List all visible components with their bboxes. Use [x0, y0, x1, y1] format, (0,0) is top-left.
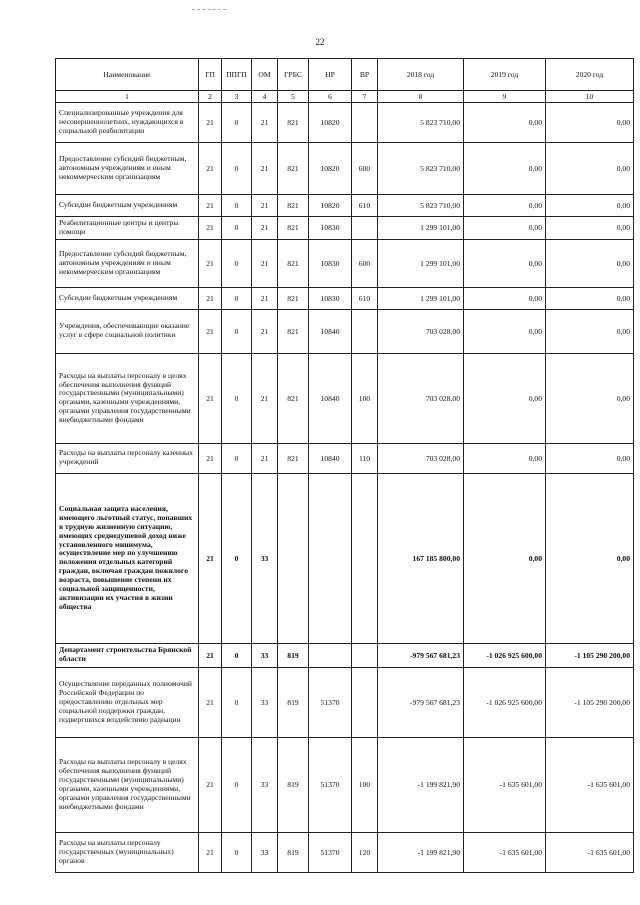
row-ppgp: 0	[222, 309, 252, 353]
row-grbs	[278, 473, 309, 643]
row-ppgp: 0	[222, 643, 252, 667]
row-name: Субсидии бюджетным учреждениям	[56, 195, 199, 217]
col-header-nr: НР	[309, 59, 352, 91]
row-name: Специализированные учреждения для несовершеннолетних, нуждающихся в социальной реабилитации	[56, 103, 199, 143]
row-2018: 1 299 101,00	[378, 287, 464, 309]
row-nr: 10820	[309, 143, 352, 195]
col-number: 4	[252, 91, 278, 103]
row-vr	[352, 643, 378, 667]
row-nr: 51370	[309, 667, 352, 737]
row-vr	[352, 473, 378, 643]
row-2020: 0,00	[546, 473, 634, 643]
scan-artifact	[192, 9, 226, 10]
row-2020: 0,00	[546, 143, 634, 195]
row-name: Расходы на выплаты персоналу казенных учреждений	[56, 443, 199, 473]
row-2018: 1 299 101,00	[378, 217, 464, 240]
row-om: 21	[252, 143, 278, 195]
row-2018: -1 199 821,90	[378, 832, 464, 872]
col-header-2019: 2019 год	[464, 59, 546, 91]
row-grbs: 819	[278, 643, 309, 667]
row-vr: 600	[352, 143, 378, 195]
col-header-om: ОМ	[252, 59, 278, 91]
row-gp: 21	[199, 309, 222, 353]
row-om: 33	[252, 832, 278, 872]
row-2020: 0,00	[546, 217, 634, 240]
row-nr: 10840	[309, 443, 352, 473]
row-grbs: 821	[278, 217, 309, 240]
row-grbs: 821	[278, 103, 309, 143]
row-2019: 0,00	[464, 353, 546, 443]
row-vr: 120	[352, 832, 378, 872]
page-number: 22	[315, 37, 325, 47]
row-vr: 610	[352, 195, 378, 217]
row-grbs: 821	[278, 239, 309, 287]
col-header-name: Наименование	[56, 59, 199, 91]
row-nr: 10820	[309, 195, 352, 217]
row-om: 21	[252, 103, 278, 143]
row-vr: 110	[352, 443, 378, 473]
row-name: Расходы на выплаты персоналу государственных (муниципальных) органов	[56, 832, 199, 872]
row-2018: -979 567 681,23	[378, 667, 464, 737]
row-2018: 1 299 101,00	[378, 239, 464, 287]
row-nr: 10830	[309, 217, 352, 240]
row-gp: 21	[199, 667, 222, 737]
row-2019: -1 635 601,00	[464, 832, 546, 872]
table-row	[56, 287, 634, 309]
row-gp: 21	[199, 832, 222, 872]
table-row	[56, 239, 634, 287]
row-om: 21	[252, 443, 278, 473]
row-2018: -1 199 821,90	[378, 737, 464, 832]
row-nr: 10830	[309, 287, 352, 309]
row-ppgp: 0	[222, 832, 252, 872]
row-om: 33	[252, 473, 278, 643]
row-name: Предоставление субсидий бюджетным, автономным учреждениям и иным некоммерческим организациям	[56, 143, 199, 195]
row-2019: -1 026 925 600,00	[464, 667, 546, 737]
row-om: 21	[252, 353, 278, 443]
row-2019: 0,00	[464, 287, 546, 309]
row-2018: 5 823 710,00	[378, 103, 464, 143]
table-row	[56, 143, 634, 195]
row-nr: 10820	[309, 103, 352, 143]
row-gp: 21	[199, 217, 222, 240]
row-2019: 0,00	[464, 143, 546, 195]
table-row	[56, 195, 634, 217]
row-name: Социальная защита населения, имеющего льготный статус, попавших в трудную жизненную ситуацию, имеющих среднедушевой доход ниже установленного минимума, осуществление мер по улучшению положения отдельных категорий граждан, включая граждан пожилого возраста, повышение степени их социальной защищенности, активизации их участия в жизни общества	[56, 473, 199, 643]
col-header-2018: 2018 год	[378, 59, 464, 91]
row-name: Расходы на выплаты персоналу в целях обеспечения выполнения функций государственными (муниципальными) органами, казенными учреждениями, органами управления государственными внебюджетными фондами	[56, 737, 199, 832]
table-row	[56, 737, 634, 832]
row-2020: -1 635 601,00	[546, 832, 634, 872]
row-om: 21	[252, 239, 278, 287]
table-row	[56, 309, 634, 353]
row-ppgp: 0	[222, 443, 252, 473]
row-2020: -1 105 290 200,00	[546, 667, 634, 737]
row-gp: 21	[199, 473, 222, 643]
row-gp: 21	[199, 195, 222, 217]
row-grbs: 821	[278, 443, 309, 473]
row-vr: 610	[352, 287, 378, 309]
row-2020: -1 105 290 200,00	[546, 643, 634, 667]
table-row	[56, 667, 634, 737]
row-name: Реабилитационные центры и центры помощи	[56, 217, 199, 240]
row-ppgp: 0	[222, 239, 252, 287]
column-number-row	[56, 91, 634, 103]
row-2020: 0,00	[546, 103, 634, 143]
row-2018: 5 823 710,00	[378, 195, 464, 217]
col-number: 6	[309, 91, 352, 103]
row-om: 33	[252, 667, 278, 737]
table-row	[56, 643, 634, 667]
row-gp: 21	[199, 737, 222, 832]
row-2019: 0,00	[464, 103, 546, 143]
row-ppgp: 0	[222, 217, 252, 240]
col-number: 1	[56, 91, 199, 103]
col-number: 5	[278, 91, 309, 103]
row-2019: -1 026 925 600,00	[464, 643, 546, 667]
row-2020: 0,00	[546, 195, 634, 217]
table-row	[56, 832, 634, 872]
col-number: 10	[546, 91, 634, 103]
table-row	[56, 217, 634, 240]
col-number: 3	[222, 91, 252, 103]
row-vr: 100	[352, 737, 378, 832]
row-name: Департамент строительства Брянской области	[56, 643, 199, 667]
row-vr	[352, 309, 378, 353]
row-om: 33	[252, 643, 278, 667]
col-number: 7	[352, 91, 378, 103]
row-2018: 703 028,00	[378, 309, 464, 353]
row-gp: 21	[199, 643, 222, 667]
row-vr	[352, 103, 378, 143]
budget-table	[55, 58, 634, 873]
row-gp: 21	[199, 287, 222, 309]
row-nr: 51370	[309, 832, 352, 872]
row-2020: -1 635 601,00	[546, 737, 634, 832]
row-vr	[352, 667, 378, 737]
col-header-grbs: ГРБС	[278, 59, 309, 91]
table-row	[56, 473, 634, 643]
row-grbs: 819	[278, 832, 309, 872]
row-2020: 0,00	[546, 443, 634, 473]
row-grbs: 821	[278, 353, 309, 443]
row-name: Осуществление переданных полномочий Российской Федерации по предоставлению отдельных мер социальной поддержки граждан, подвергшихся воздействию радиации	[56, 667, 199, 737]
row-2019: 0,00	[464, 195, 546, 217]
row-gp: 21	[199, 239, 222, 287]
row-2018: 703 028,00	[378, 443, 464, 473]
col-header-gp: ГП	[199, 59, 222, 91]
row-vr: 600	[352, 239, 378, 287]
row-ppgp: 0	[222, 287, 252, 309]
table-row	[56, 353, 634, 443]
col-number: 8	[378, 91, 464, 103]
col-number: 9	[464, 91, 546, 103]
table-body	[56, 103, 634, 873]
row-gp: 21	[199, 103, 222, 143]
table-row	[56, 103, 634, 143]
row-grbs: 819	[278, 667, 309, 737]
row-name: Субсидии бюджетным учреждениям	[56, 287, 199, 309]
row-ppgp: 0	[222, 353, 252, 443]
row-ppgp: 0	[222, 473, 252, 643]
table-row	[56, 443, 634, 473]
row-gp: 21	[199, 353, 222, 443]
row-nr: 10840	[309, 353, 352, 443]
row-2019: 0,00	[464, 239, 546, 287]
row-grbs: 821	[278, 287, 309, 309]
row-grbs: 821	[278, 309, 309, 353]
row-2019: 0,00	[464, 473, 546, 643]
row-om: 21	[252, 217, 278, 240]
row-grbs: 821	[278, 195, 309, 217]
row-nr: 10840	[309, 309, 352, 353]
row-vr	[352, 217, 378, 240]
row-nr: 51370	[309, 737, 352, 832]
col-header-2020: 2020 год	[546, 59, 634, 91]
row-om: 21	[252, 287, 278, 309]
col-number: 2	[199, 91, 222, 103]
row-ppgp: 0	[222, 667, 252, 737]
row-grbs: 819	[278, 737, 309, 832]
row-om: 33	[252, 737, 278, 832]
row-om: 21	[252, 309, 278, 353]
row-name: Учреждения, обеспечивающие оказание услуг в сфере социальной политики	[56, 309, 199, 353]
row-name: Предоставление субсидий бюджетным, автономным учреждениям и иным некоммерческим организациям	[56, 239, 199, 287]
row-ppgp: 0	[222, 195, 252, 217]
row-2019: -1 635 601,00	[464, 737, 546, 832]
row-2019: 0,00	[464, 309, 546, 353]
row-2018: 703 028,00	[378, 353, 464, 443]
row-2018: -979 567 681,23	[378, 643, 464, 667]
row-2020: 0,00	[546, 239, 634, 287]
col-header-vr: ВР	[352, 59, 378, 91]
row-grbs: 821	[278, 143, 309, 195]
row-gp: 21	[199, 143, 222, 195]
col-header-ppgp: ППГП	[222, 59, 252, 91]
row-name: Расходы на выплаты персоналу в целях обеспечения выполнения функций государственными (муниципальными) органами, казенными учреждениями, органами управления государственными внебюджетными фондами	[56, 353, 199, 443]
row-2020: 0,00	[546, 353, 634, 443]
row-om: 21	[252, 195, 278, 217]
header-row	[56, 59, 634, 91]
row-nr	[309, 643, 352, 667]
row-2019: 0,00	[464, 217, 546, 240]
row-gp: 21	[199, 443, 222, 473]
row-ppgp: 0	[222, 737, 252, 832]
row-vr: 100	[352, 353, 378, 443]
row-2020: 0,00	[546, 287, 634, 309]
row-nr	[309, 473, 352, 643]
row-ppgp: 0	[222, 103, 252, 143]
row-ppgp: 0	[222, 143, 252, 195]
row-2018: 5 823 710,00	[378, 143, 464, 195]
row-2018: 167 185 800,00	[378, 473, 464, 643]
row-2020: 0,00	[546, 309, 634, 353]
row-2019: 0,00	[464, 443, 546, 473]
row-nr: 10830	[309, 239, 352, 287]
